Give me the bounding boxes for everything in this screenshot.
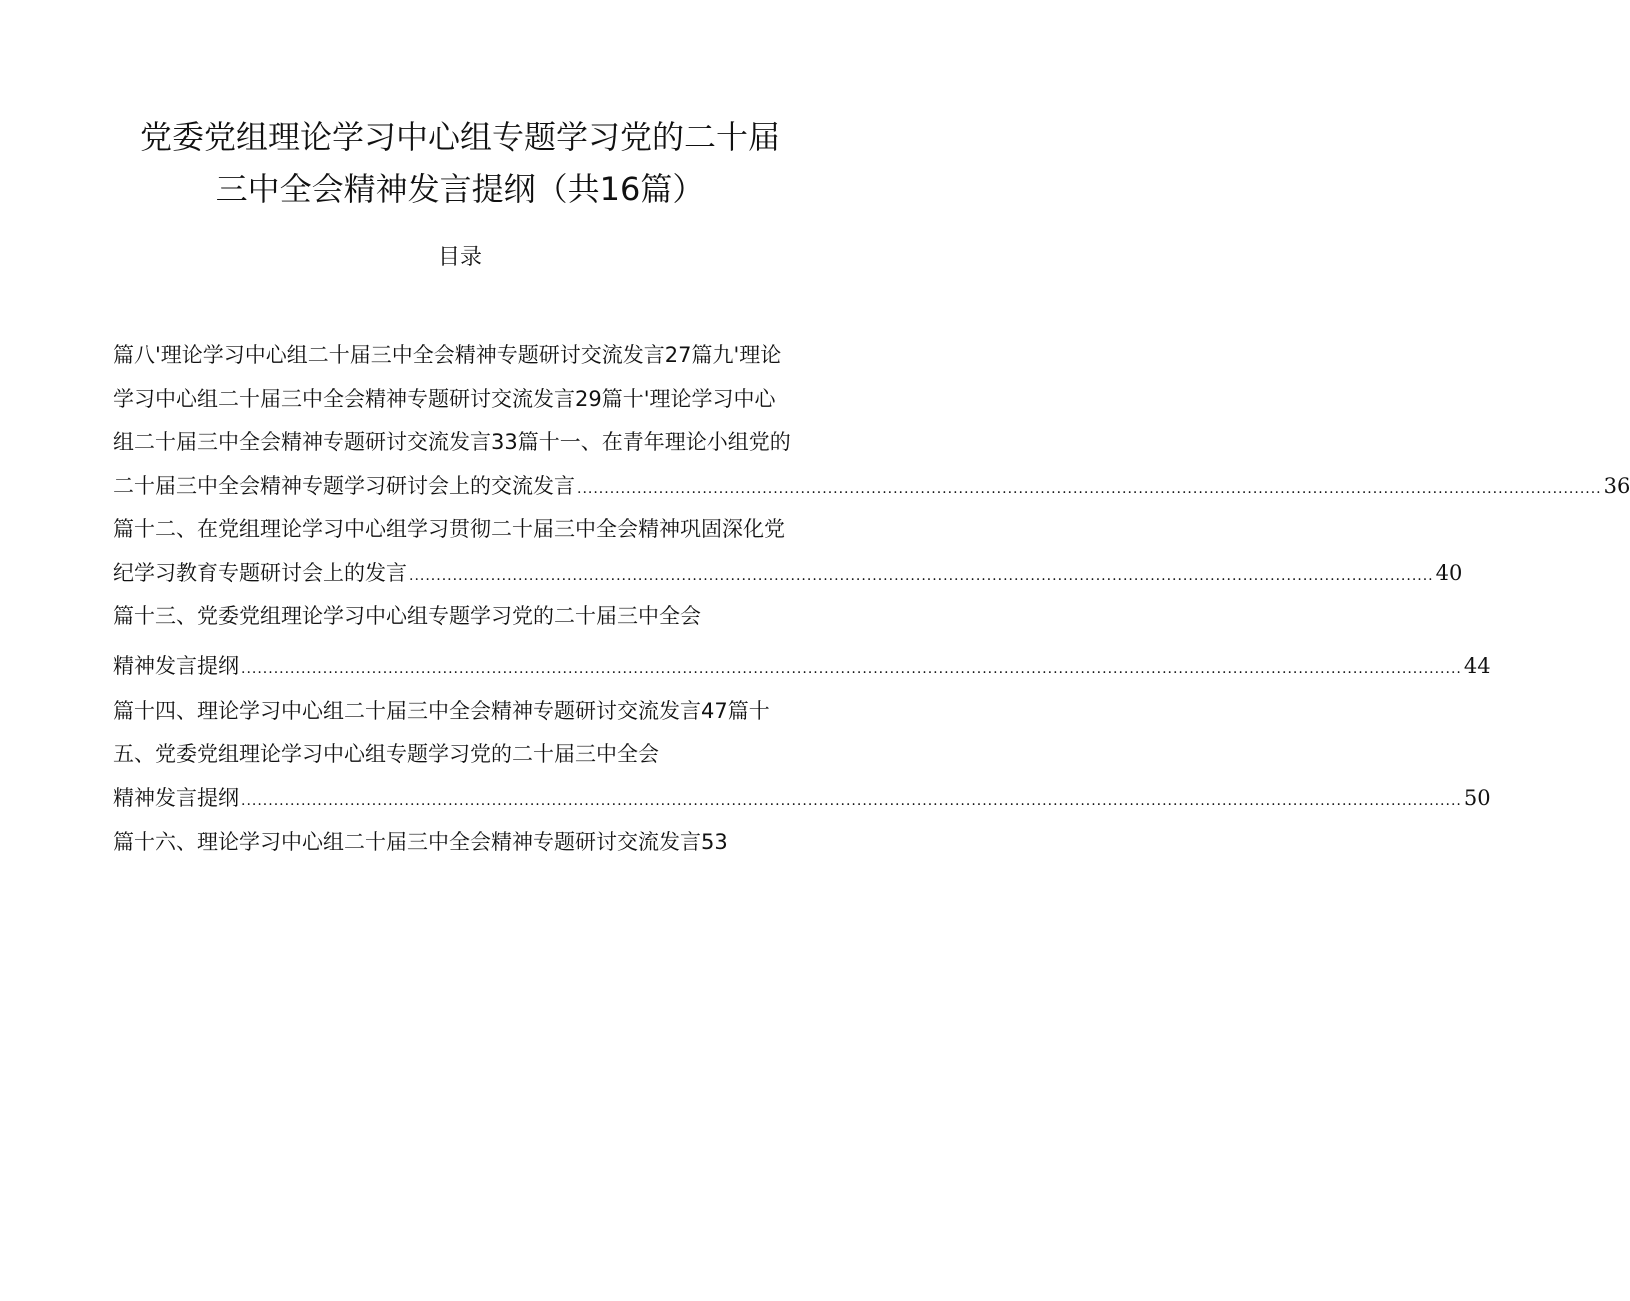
toc-line-7: 篇十三、党委党组理论学习中心组专题学习党的二十届三中全会 [113, 604, 701, 628]
toc-entry-text: 纪学习教育专题研讨会上的发言 [113, 561, 407, 585]
document-title-line-2: 三中全会精神发言提纲（共16篇） [215, 170, 705, 208]
toc-line-12: 篇十六、理论学习中心组二十届三中全会精神专题研讨交流发言53 [113, 830, 728, 854]
toc-entry-text: 二十届三中全会精神专题学习研讨会上的交流发言 [113, 474, 575, 498]
toc-line-2: 学习中心组二十届三中全会精神专题研讨交流发言29篇十'理论学习中心 [113, 387, 776, 411]
toc-page-number: 44 [1463, 654, 1491, 678]
toc-page-number: 40 [1435, 561, 1463, 585]
toc-line-1: 篇八'理论学习中心组二十届三中全会精神专题研讨交流发言27篇九'理论 [113, 343, 782, 367]
leader-dots: ............................................................................................................................................................................................ [409, 568, 1434, 584]
toc-page-number: 50 [1463, 786, 1491, 810]
toc-line-10: 五、党委党组理论学习中心组专题学习党的二十届三中全会 [113, 742, 659, 766]
toc-entry-text: 精神发言提纲 [113, 786, 239, 810]
toc-line-9: 篇十四、理论学习中心组二十届三中全会精神专题研讨交流发言47篇十 [113, 699, 770, 723]
toc-heading: 目录 [437, 245, 482, 270]
toc-page-number: 36 [1603, 474, 1630, 498]
toc-entry-15[interactable] [113, 783, 1491, 816]
leader-dots: ................................................................................................................................................................................................................................ [241, 661, 1462, 677]
toc-line-3: 组二十届三中全会精神专题研讨交流发言33篇十一、在青年理论小组党的 [113, 430, 791, 454]
toc-entry-text: 精神发言提纲 [113, 654, 239, 678]
toc-entry-13[interactable] [113, 651, 1491, 684]
toc-entry-11[interactable] [113, 471, 1630, 504]
toc-line-5: 篇十二、在党组理论学习中心组学习贯彻二十届三中全会精神巩固深化党 [113, 517, 785, 541]
toc-entry-12[interactable] [113, 558, 1463, 591]
document-title-line-1: 党委党组理论学习中心组专题学习党的二十届 [139, 118, 780, 156]
leader-dots: ............................................................................................................................................................................................ [577, 481, 1602, 497]
leader-dots: ................................................................................................................................................................................................................................ [241, 793, 1462, 809]
